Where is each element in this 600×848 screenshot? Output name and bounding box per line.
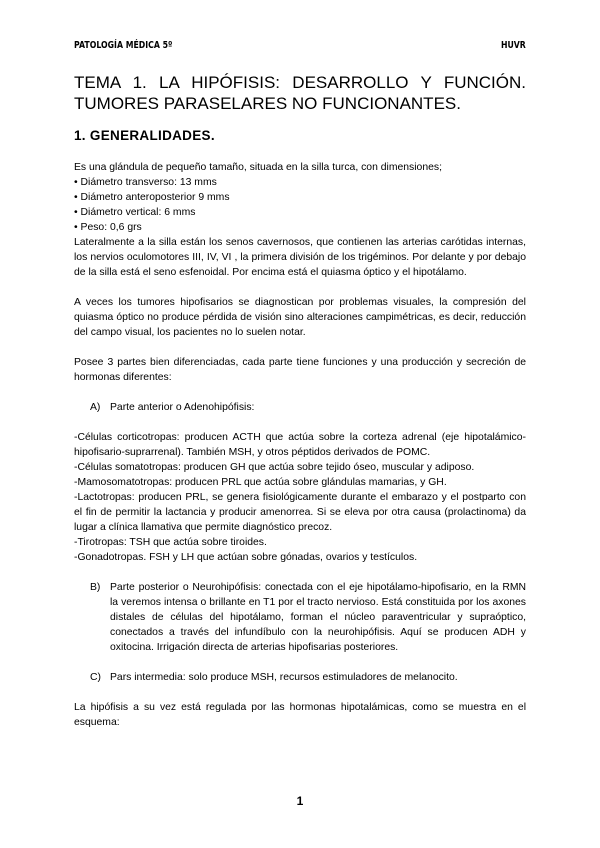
cell-item: -Células somatotropas: producen GH que actúa sobre tejido óseo, muscular y adiposo. xyxy=(74,462,475,473)
paragraph-tumores: A veces los tumores hipofisarios se diagnostican por problemas visuales, la compresión del quiasma óptico no produce pérdida de visión sino alteraciones campimétricas, es decir, reducción del campo visual, los pacientes no lo suelen notar. xyxy=(74,297,526,338)
running-header xyxy=(74,40,526,51)
cell-item: -Lactotropas: producen PRL, se genera fisiológicamente durante el embarazo y el postparto con el fin de permitir la lactancia y producir amenorrea. Si se eleva por otra causa (prolactinoma) da lugar a clínica llamativa que permite diagnóstico precoz. xyxy=(74,492,526,533)
part-b-text: Parte posterior o Neurohipófisis: conectada con el eje hipotálamo-hipofisario, en la RMN la veremos intensa o brillante en T1 por el tracto nervioso. Está constituida por los axones distales de células del hipotálamo, forman el núcleo paraventricular y supraóptico, conectados a través del infundíbulo con la neurohipófisis. Aquí se producen ADH y oxitocina. Irrigación directa de arterias hipofisarias posteriores. xyxy=(110,582,526,653)
cell-item: -Células corticotropas: producen ACTH que actúa sobre la corteza adrenal (eje hipotalámico-hipofisario-suprarrenal). También MSH, y otros péptidos derivados de POMC. xyxy=(74,432,526,458)
title-line-1: TEMA 1. LA HIPÓFISIS: DESARROLLO Y FUNCIÓN. xyxy=(74,73,526,92)
section-heading: 1. GENERALIDADES. xyxy=(74,128,215,143)
part-b-marker: B) xyxy=(90,582,101,593)
bullet-item: • Diámetro vertical: 6 mms xyxy=(74,207,196,218)
cell-item: -Gonadotropas. FSH y LH que actúan sobre gónadas, ovarios y testículos. xyxy=(74,552,418,563)
part-a-text: Parte anterior o Adenohipófisis: xyxy=(110,402,255,413)
bullet-item: • Diámetro anteroposterior 9 mms xyxy=(74,192,230,203)
part-c-text: Pars intermedia: solo produce MSH, recursos estimuladores de melanocito. xyxy=(110,672,458,683)
part-a-item xyxy=(90,400,526,415)
page-number: 1 xyxy=(296,794,304,808)
paragraph-intro: Es una glándula de pequeño tamaño, situada en la silla turca, con dimensiones; xyxy=(74,162,442,173)
paragraph-partes: Posee 3 partes bien diferenciadas, cada parte tiene funciones y una producción y secreción de hormonas diferentes: xyxy=(74,357,526,383)
header-course: PATOLOGÍA MÉDICA 5º xyxy=(74,40,173,51)
cell-item: -Mamosomatotropas: producen PRL que actúa sobre glándulas mamarias, y GH. xyxy=(74,477,447,488)
cell-list xyxy=(74,430,526,565)
paragraph-regulada: La hipófisis a su vez está regulada por las hormonas hipotalámicas, como se muestra en el esquema: xyxy=(74,702,526,728)
paragraph-lateral: Lateralmente a la silla están los senos cavernosos, que contienen las arterias carótidas internas, los nervios oculomotores III, IV, VI , la primera división de los trigéminos. Por delante y por debajo de la silla está el seno esfenoidal. Por encima está el quiasma óptico y el hipotálamo. xyxy=(74,237,526,278)
part-a-marker: A) xyxy=(90,402,101,413)
cell-item: -Tirotropas: TSH que actúa sobre tiroides. xyxy=(74,537,267,548)
bullet-item: • Diámetro transverso: 13 mms xyxy=(74,177,217,188)
part-c-item xyxy=(90,670,526,685)
part-c-marker: C) xyxy=(90,672,101,683)
bullet-item: • Peso: 0,6 grs xyxy=(74,222,142,233)
part-b-item xyxy=(90,580,526,655)
title-line-2: TUMORES PARASELARES NO FUNCIONANTES. xyxy=(74,94,461,113)
header-institution: HUVR xyxy=(500,40,526,51)
document-title xyxy=(74,72,526,114)
document-body xyxy=(74,160,526,730)
